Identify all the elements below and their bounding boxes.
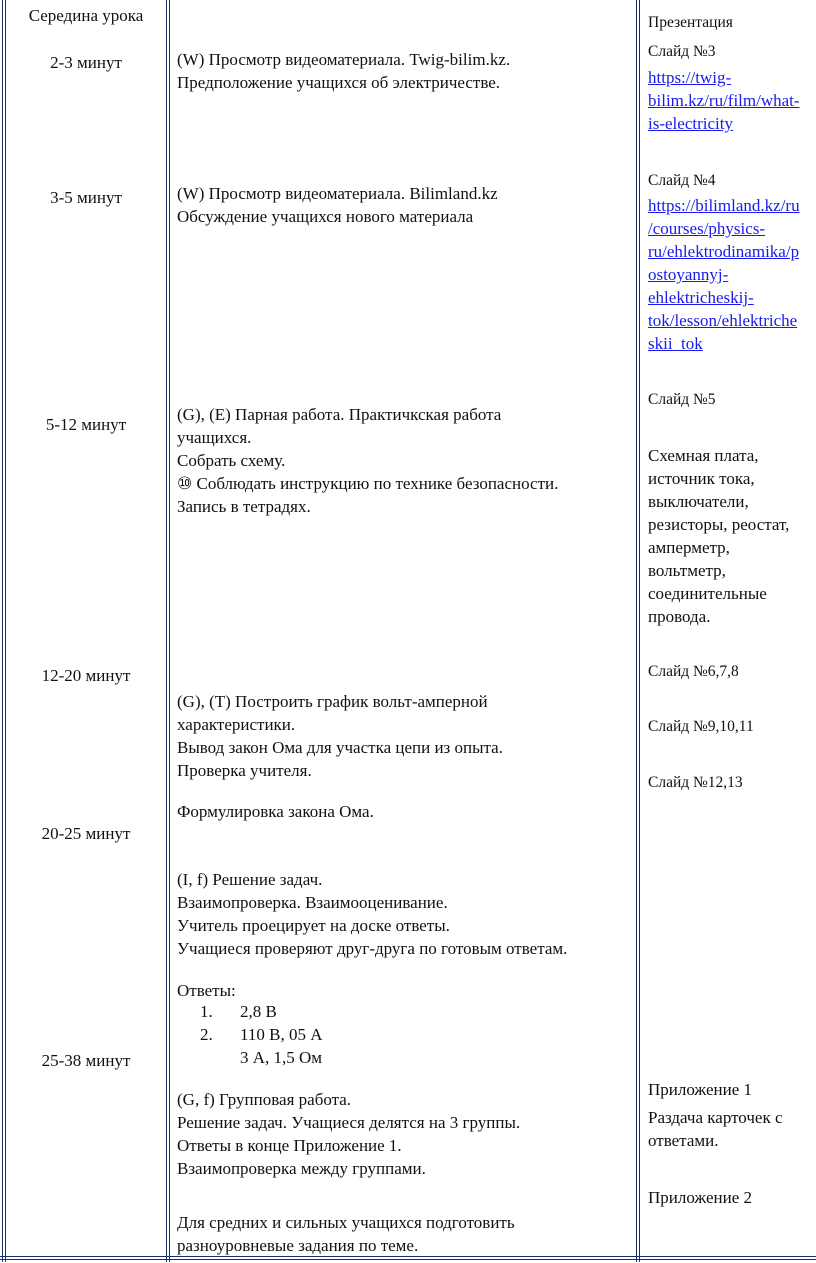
time-label: 2-3 минут xyxy=(50,53,122,72)
activity-text: (G), (T) Построить график вольт-амперной xyxy=(177,692,488,711)
lesson-link[interactable]: ostoyannyj- xyxy=(648,265,729,284)
video-link[interactable]: is-electricity xyxy=(648,114,733,133)
activity-text: Учащиеся проверяют друг-друга по готовым ответам. xyxy=(177,939,568,958)
answers-title: Ответы: xyxy=(177,981,236,1000)
lesson-link[interactable]: https://bilimland.kz/ru xyxy=(648,196,800,215)
answer-text: 3 А, 1,5 Ом xyxy=(240,1048,323,1067)
equipment-text: Схемная плата, xyxy=(648,446,759,465)
lesson-link[interactable]: skii_tok xyxy=(648,334,703,353)
activity-text: Вывод закон Ома для участка цепи из опыта. xyxy=(177,738,503,757)
activity-text: Обсуждение учащихся нового материала xyxy=(177,207,474,226)
activity-text: ⑩ Соблюдать инструкцию по технике безопасности. xyxy=(177,474,559,493)
answer-number: 1. xyxy=(200,1002,213,1021)
activity-text: Собрать схему. xyxy=(177,451,286,470)
resource-label: Презентация xyxy=(648,14,733,31)
activity-text: Ответы в конце Приложение 1. xyxy=(177,1136,402,1155)
lesson-link[interactable]: tok/lesson/ehlektriche xyxy=(648,311,798,330)
slide-label: Слайд №3 xyxy=(648,43,716,60)
equipment-text: провода. xyxy=(648,607,711,626)
equipment-text: соединительные xyxy=(648,584,767,603)
activity-text: Формулировка закона Ома. xyxy=(177,802,374,821)
equipment-text: источник тока, xyxy=(648,469,755,488)
slide-label: Слайд №5 xyxy=(648,391,716,408)
lesson-link[interactable]: ehlektricheskij- xyxy=(648,288,754,307)
column-divider xyxy=(636,0,637,1262)
answer-item xyxy=(200,1000,277,1023)
table-border-left xyxy=(2,0,3,1262)
answer-item xyxy=(200,1046,322,1069)
equipment-text: выключатели, xyxy=(648,492,749,511)
activity-text: Запись в тетрадях. xyxy=(177,497,311,516)
activity-text: (G, f) Групповая работа. xyxy=(177,1090,352,1109)
activity-text: Взаимопроверка. Взаимооценивание. xyxy=(177,893,448,912)
lesson-stage-header: Середина урока xyxy=(28,6,144,25)
slide-label: Слайд №6,7,8 xyxy=(648,663,739,680)
activity-text: разноуровневые задания по теме. xyxy=(177,1236,419,1255)
equipment-text: резисторы, реостат, xyxy=(648,515,790,534)
activity-text: Взаимопроверка между группами. xyxy=(177,1159,426,1178)
slide-label: Слайд №4 xyxy=(648,172,716,189)
cards-text: Раздача карточек с xyxy=(648,1108,783,1127)
answer-text: 110 В, 05 А xyxy=(240,1025,323,1044)
answer-text: 2,8 В xyxy=(240,1002,277,1021)
appendix-label: Приложение 2 xyxy=(648,1188,752,1207)
answer-item xyxy=(200,1023,323,1046)
lesson-link[interactable]: /courses/physics- xyxy=(648,219,766,238)
activity-text: учащихся. xyxy=(177,428,252,447)
activity-text: Учитель проецирует на доске ответы. xyxy=(177,916,450,935)
video-link[interactable]: https://twig- xyxy=(648,68,732,87)
video-link[interactable]: bilim.kz/ru/film/what- xyxy=(648,91,800,110)
answer-number: 2. xyxy=(200,1025,213,1044)
activity-text: характеристики. xyxy=(177,715,296,734)
table-border-bottom xyxy=(0,1259,816,1260)
appendix-label: Приложение 1 xyxy=(648,1080,752,1099)
cards-text: ответами. xyxy=(648,1131,719,1150)
time-label: 5-12 минут xyxy=(45,415,127,434)
time-label: 3-5 минут xyxy=(50,188,122,207)
column-divider xyxy=(169,0,170,1262)
activity-text: (W) Просмотр видеоматериала. Bilimland.kz xyxy=(177,184,498,203)
time-label: 20-25 минут xyxy=(41,824,131,843)
activity-text: Проверка учителя. xyxy=(177,761,312,780)
equipment-text: вольтметр, xyxy=(648,561,726,580)
activity-text: (W) Просмотр видеоматериала. Twig-bilim.kz. xyxy=(177,50,511,69)
slide-label: Слайд №9,10,11 xyxy=(648,718,754,735)
equipment-text: амперметр, xyxy=(648,538,730,557)
activity-text: Предположение учащихся об электричестве. xyxy=(177,73,501,92)
column-divider xyxy=(639,0,640,1262)
lesson-link[interactable]: ru/ehlektrodinamika/p xyxy=(648,242,800,261)
activity-text: (I, f) Решение задач. xyxy=(177,870,323,889)
activity-text: Для средних и сильных учащихся подготовить xyxy=(177,1213,515,1232)
time-label: 25-38 минут xyxy=(41,1051,131,1070)
activity-text: (G), (E) Парная работа. Практичкская работа xyxy=(177,405,502,424)
time-label: 12-20 минут xyxy=(41,666,131,685)
activity-text: Решение задач. Учащиеся делятся на 3 группы. xyxy=(177,1113,521,1132)
slide-label: Слайд №12,13 xyxy=(648,774,743,791)
